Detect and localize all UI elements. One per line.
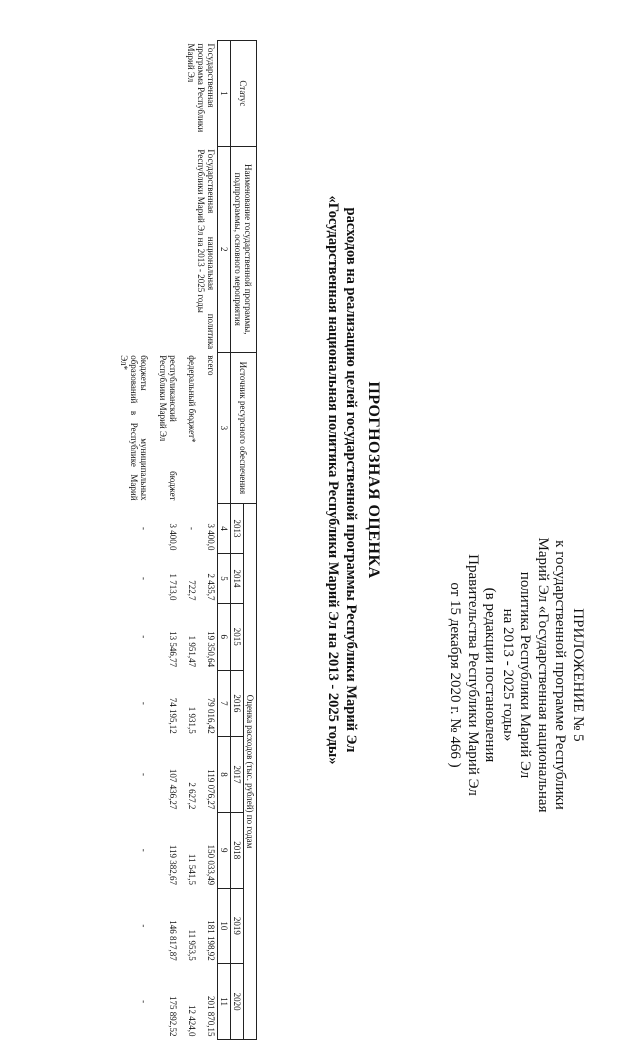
appendix-line: (в редакции постановления [482,587,499,763]
title-line-3: «Государственная национальная политика Республики Марий Эл на 2013 - 2025 годы» [325,195,341,765]
row-program-name: Государственная национальная политика Республики Марий Эл на 2013 - 2025 годы [118,146,218,352]
row-status: Государственная программа Республики Марий Эл [118,41,218,147]
row-value: - [139,635,149,639]
column-number: 7 [218,670,231,737]
row-value: 19 350,64 [205,603,218,670]
column-number: 4 [218,504,231,554]
row-value: - [139,527,149,531]
appendix-line: Правительства Республики Марий Эл [465,554,481,796]
row-value: - [139,773,149,777]
header-year: 2015 [231,603,244,670]
title-main: ПРОГНОЗНАЯ ОЦЕНКА [365,381,382,579]
row-source: бюджеты муниципальных образований в Республике Марий Эл* [119,355,149,501]
header-year: 2014 [231,554,244,604]
expense-estimate-table [118,40,257,1040]
header-year: 2016 [231,670,244,737]
row-value: 722,7 [187,580,197,601]
appendix-line: от 15 декабря 2020 г. № 466 ) [447,582,464,768]
header-year: 2013 [231,504,244,554]
row-value: - [139,848,149,852]
header-source: Источник ресурсного обеспечения [231,352,257,503]
row-value: 13 546,77 [168,631,178,668]
header-name: Наименование государственной программы, подпрограммы, основного мероприятия [231,146,257,352]
row-value: 1 931,5 [187,706,197,734]
column-number: 11 [218,964,231,1040]
row-value: 74 195,12 [168,697,178,734]
column-number: 1 [218,41,231,147]
column-number: 2 [218,146,231,352]
title-line-2: расходов на реализацию целей государственной программы Республики Марий Эл [343,207,359,753]
row-value: 119 382,67 [168,844,178,886]
header-estimate: Оценка расходов (тыс. рублей) по годам [244,504,257,1040]
appendix-line: ПРИЛОЖЕНИЕ № 5 [570,608,586,742]
header-year: 2020 [231,964,244,1040]
column-number: 5 [218,554,231,604]
row-value: - [139,701,149,705]
row-value: 11 541,5 [187,853,197,886]
column-number: 3 [218,352,231,503]
row-value: 146 817,87 [168,920,178,961]
row-value: 150 033,49 [205,812,218,888]
row-source: республиканский бюджет Республики Марий Эл [158,355,178,501]
row-value: 175 892,52 [168,996,178,1037]
row-source: федеральный бюджет* [187,355,197,443]
row-value: - [139,924,149,928]
row-value: 3 400,0 [168,523,178,551]
row-source: всего [205,352,218,503]
header-year: 2017 [231,737,244,813]
row-value: - [139,576,149,580]
row-value: 1 713,0 [168,573,178,601]
header-status: Статус [231,41,257,147]
row-value: 11 953,5 [187,929,197,961]
row-value: 181 198,92 [205,888,218,964]
appendix-line: к государственной программе Республики [552,540,569,810]
appendix-line: политика Республики Марий Эл [517,571,534,779]
column-number: 6 [218,603,231,670]
table-row [205,41,218,1040]
document-title [324,120,382,840]
row-value: - [187,527,197,531]
row-value: 119 076,27 [205,737,218,813]
row-value: - [139,1000,149,1004]
appendix-line: на 2013 - 2025 годы» [500,608,516,742]
row-value: 3 400,0 [205,504,218,554]
header-year: 2019 [231,888,244,964]
column-number: 9 [218,812,231,888]
row-value: 201 870,15 [205,964,218,1040]
row-value: 2 627,2 [187,782,197,810]
row-value: 79 016,42 [205,670,218,737]
row-value: 1 951,47 [187,635,197,668]
header-year: 2018 [231,812,244,888]
row-value: 12 424,0 [187,1005,197,1037]
column-number: 8 [218,737,231,813]
row-value: 2 435,7 [205,554,218,604]
appendix-line: Марий Эл «Государственная национальная [535,537,551,813]
row-value: 107 436,27 [168,768,178,810]
column-number: 10 [218,888,231,964]
appendix-header [446,505,586,845]
